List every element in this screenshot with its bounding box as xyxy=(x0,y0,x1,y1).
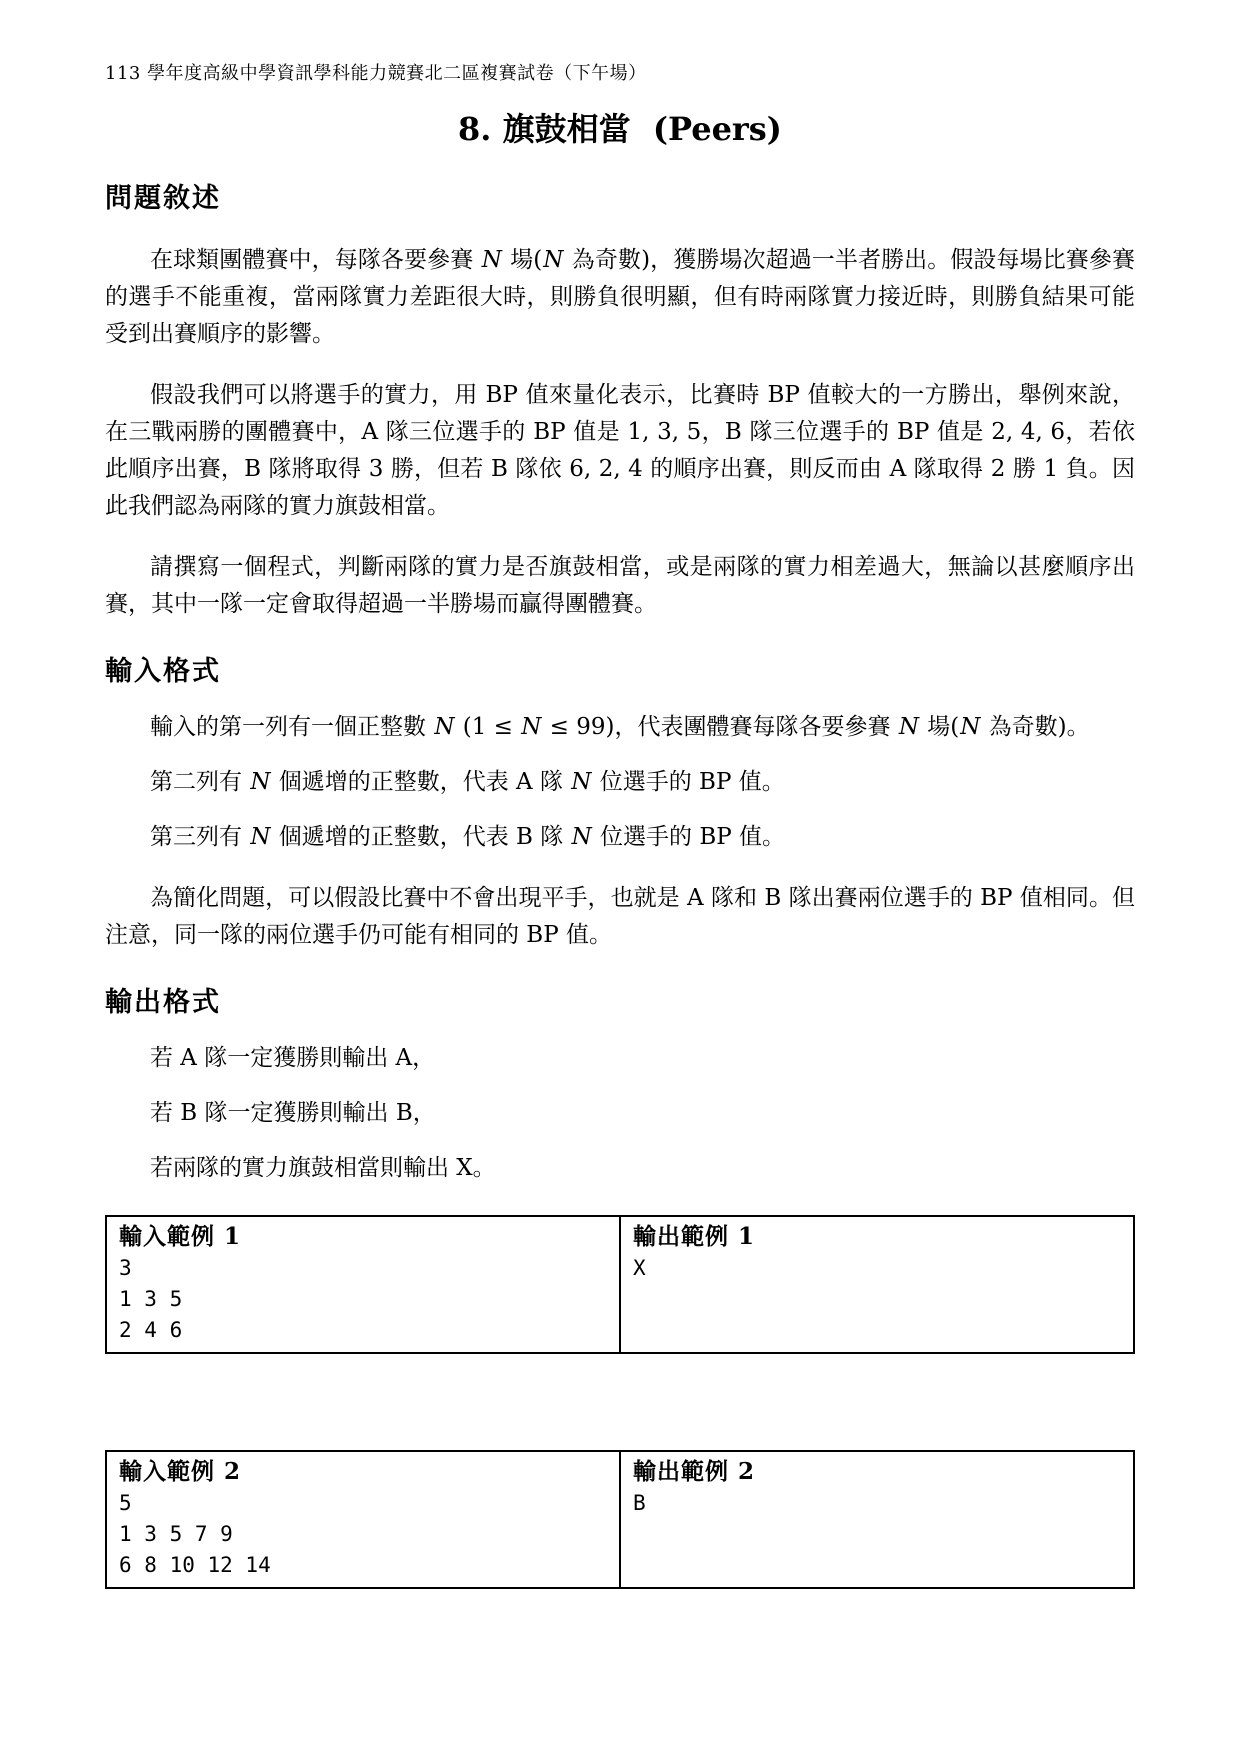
input-paragraph-2 xyxy=(105,764,1135,801)
math-variable: N xyxy=(250,824,271,850)
text-run: 第二列有 xyxy=(150,769,250,795)
example-2-output-lines xyxy=(633,1488,1121,1519)
text-run: 場( xyxy=(502,247,543,273)
example-2-output-cell xyxy=(620,1451,1134,1588)
output-rule-a xyxy=(105,1040,1135,1077)
sample-io-line: 1 3 5 7 9 xyxy=(119,1522,233,1546)
text-run: 在球類團體賽中，每隊各要參賽 xyxy=(150,247,481,273)
math-variable: N xyxy=(250,769,271,795)
example-1-input-lines xyxy=(119,1253,607,1346)
example-2-input-lines xyxy=(119,1488,607,1581)
math-variable: N xyxy=(521,714,542,740)
page-title: 8. 旗鼓相當 (Peers) xyxy=(458,110,782,148)
text-run: 若 B 隊一定獲勝則輸出 B， xyxy=(150,1100,436,1126)
example-1-input-cell xyxy=(106,1216,620,1353)
text-run: (1 ≤ xyxy=(455,714,521,740)
section-heading-input: 輸入格式 xyxy=(105,656,221,687)
example-table-1 xyxy=(105,1215,1135,1354)
input-paragraph-1 xyxy=(105,709,1135,746)
sample-io-line: B xyxy=(633,1491,646,1515)
text-run: 為奇數)，獲勝場次超過一半者勝出。假設每場比賽參賽的選手不能重複，當兩隊實力差距很大時，則勝負很明顯，但有時兩隊實力接近時，則勝負結果可能受到出賽順序的影響。 xyxy=(105,247,1135,347)
output-rule-x xyxy=(105,1150,1135,1187)
sample-io-line: 2 4 6 xyxy=(119,1318,183,1342)
sample-io-line: 3 xyxy=(119,1256,132,1280)
example-2-input-cell xyxy=(106,1451,620,1588)
example-1-row xyxy=(106,1216,1134,1353)
sample-io-line: 5 xyxy=(119,1491,132,1515)
example-2-output-label: 輸出範例 2 xyxy=(633,1458,756,1485)
text-run: 為奇數)。 xyxy=(981,714,1090,740)
text-run: 個遞增的正整數，代表 A 隊 xyxy=(271,769,571,795)
problem-paragraph-3 xyxy=(105,549,1135,623)
sample-io-line: 6 8 10 12 14 xyxy=(119,1553,271,1577)
input-paragraph-4 xyxy=(105,880,1135,954)
text-run: 為簡化問題，可以假設比賽中不會出現平手，也就是 A 隊和 B 隊出賽兩位選手的 BP 值相同。但注意，同一隊的兩位選手仍可能有相同的 BP 值。 xyxy=(105,885,1135,948)
text-run: 位選手的 BP 值。 xyxy=(592,824,786,850)
text-run: 若 A 隊一定獲勝則輸出 A， xyxy=(150,1045,436,1071)
math-variable: N xyxy=(571,769,592,795)
example-1-output-label: 輸出範例 1 xyxy=(633,1223,756,1250)
example-2-input-label: 輸入範例 2 xyxy=(119,1458,242,1485)
output-rule-b xyxy=(105,1095,1135,1132)
problem-paragraph-1 xyxy=(105,242,1135,353)
math-variable: N xyxy=(543,247,564,273)
doc-header-text: 113 學年度高級中學資訊學科能力競賽北二區複賽試卷（下午場） xyxy=(105,63,647,84)
problem-paragraph-2 xyxy=(105,377,1135,525)
example-1-output-cell xyxy=(620,1216,1134,1353)
section-heading-problem: 問題敘述 xyxy=(105,183,221,214)
text-run: 假設我們可以將選手的實力，用 BP 值來量化表示，比賽時 BP 值較大的一方勝出，舉例來說，在三戰兩勝的團體賽中，A 隊三位選手的 BP 值是 1, 3, 5，B 隊三位選手的 BP 值是 2, 4, 6，若依此順序出賽，B 隊將取得 3 勝，但若 B 隊依 6, 2, 4 的順序出賽，則反而由 A 隊取得 2 勝 1 負。因此我們認為兩隊的實力旗鼓相當。 xyxy=(105,382,1135,519)
text-run: 若兩隊的實力旗鼓相當則輸出 X。 xyxy=(150,1155,496,1181)
text-run: ≤ 99)，代表團體賽每隊各要參賽 xyxy=(542,714,898,740)
text-run: 請撰寫一個程式，判斷兩隊的實力是否旗鼓相當，或是兩隊的實力相差過大，無論以甚麼順序出賽，其中一隊一定會取得超過一半勝場而贏得團體賽。 xyxy=(105,554,1135,617)
sample-io-line: 1 3 5 xyxy=(119,1287,183,1311)
math-variable: N xyxy=(481,247,502,273)
text-run: 第三列有 xyxy=(150,824,250,850)
text-run: 位選手的 BP 值。 xyxy=(592,769,785,795)
math-variable: N xyxy=(898,714,919,740)
example-1-input-label: 輸入範例 1 xyxy=(119,1223,242,1250)
math-variable: N xyxy=(960,714,981,740)
text-run: 場( xyxy=(919,714,960,740)
text-run: 個遞增的正整數，代表 B 隊 xyxy=(271,824,571,850)
example-2-row xyxy=(106,1451,1134,1588)
text-run: 輸入的第一列有一個正整數 xyxy=(150,714,434,740)
example-1-output-lines xyxy=(633,1253,1121,1284)
input-paragraph-3 xyxy=(105,819,1135,856)
section-heading-output: 輸出格式 xyxy=(105,987,221,1018)
math-variable: N xyxy=(434,714,455,740)
math-variable: N xyxy=(571,824,592,850)
sample-io-line: X xyxy=(633,1256,646,1280)
example-table-2 xyxy=(105,1450,1135,1589)
